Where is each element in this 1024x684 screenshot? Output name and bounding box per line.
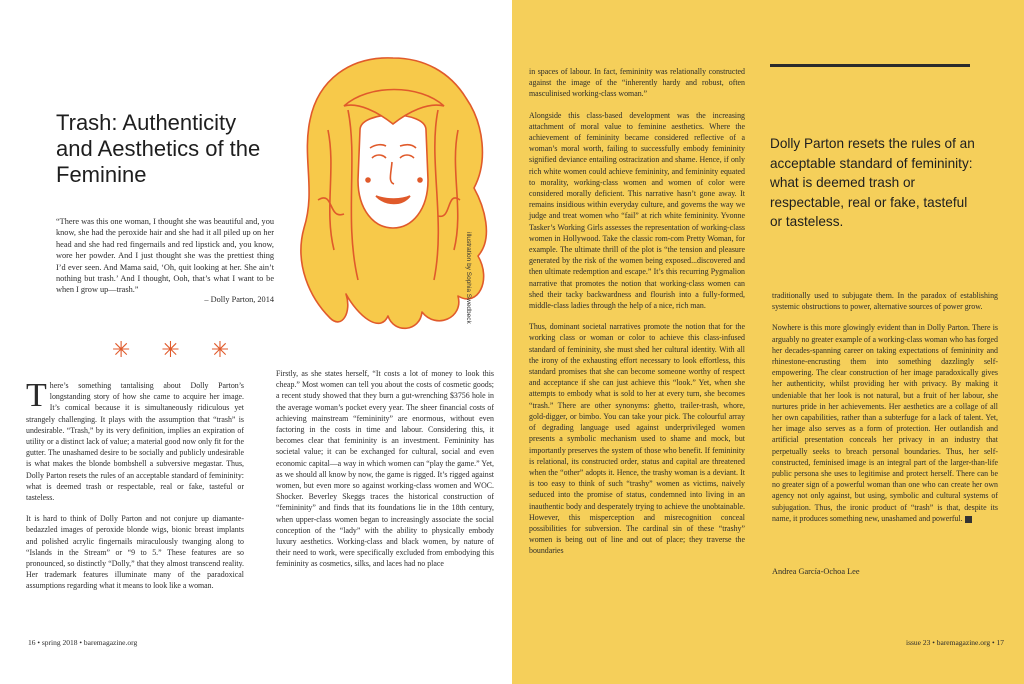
column-2 xyxy=(276,368,494,580)
final-paragraph xyxy=(772,322,998,524)
opening-paragraph xyxy=(26,377,244,503)
epigraph-quote: “There was this one woman, I thought she was beautiful and, you know, she had the peroxide hair and she had it all piled up on her head and she had red fingernails and red lipstick and, you know, wore her powder. And I just thought she was the prettiest thing I’d ever seen. And Mama said, ‘Oh, quit looking at her. She ain’t nothing but trash.’ And I thought, Ooh, that’s what I want to be when I grow up—trash.” xyxy=(56,217,274,295)
folio-left: 16 • spring 2018 • baremagazine.org xyxy=(28,638,138,647)
column-3 xyxy=(529,66,745,567)
paragraph: It is hard to think of Dolly Parton and not conjure up diamante-bedazzled images of peroxide blonde wigs, bionic breast implants and polished acrylic fingernails miraculously twanging along to “Islands in the Stream” or “9 to 5.” These features are so pronounced, so distinctly “Dolly,” that they almost transcend reality. Her trademark features illuminate many of the paradoxical assumptions regarding what it means to look like a woman. xyxy=(26,514,244,591)
paragraph: Firstly, as she states herself, “It costs a lot of money to look this cheap.” Most women can tell you about the costs of cosmetic goods; a recent study showed that they burn a gut-wrenching $3756 hole in the average woman’s pocket every year. The sheer financial costs of achieving mainstream “femininity” are enormous, without even factoring in the costs in time and labour. Considering this, it becomes clear that femininity is an investment. Femininity has societal value; it can be exchanged for cultural, social and even economic capital—a way in which women can “play the game.” Yet, as we should all know by now, the game is rigged. It’s rigged against women, but even more so against working-class women and WOC. Shocker. Beverley Skeggs traces the historical construction of “femininity” and finds that its foundations lie in the 18th century, when upper-class women began to increasingly associate the social conception of the “lady” with the ability to physically embody luxury aesthetics. Working-class and black women, by nature of their need to work, were specifically excluded from embodying this femininity as cosmetics, silks, and laces had no place xyxy=(276,369,494,569)
column-4 xyxy=(772,290,998,534)
paragraph-text: Nowhere is this more glowingly evident than in Dolly Parton. There is arguably no greater example of a working-class woman who has forged her decades-spanning career on taking expectations of femininity and rhinestone-encrusting them into something dazzlingly self-empowering. The clear construction of her image paradoxically gives her authenticity, whilst providing her with privacy. By making it undeniable that her look is not natural, but a fruit of her labour, she nurtures pride in her achievements. Her aesthetics are a collage of all her own capabilities, rather than a subterfuge for a lack of talent. Yet, her image also serves as a form of protection. Her outlandish and artificial presentation conceals her privacy in an industry that perpetually seeks to breach personal boundaries. Thus, her self-constructed, feminised image is an integral part of the larger-than-life public persona she uses to legitimise and protect herself. There can be no greater sign of a powerful woman than one who can create her own agency not only against, but using, symbolic and cultural systems of subjugation. Thus, the ironic product of “trash” is that, despite its name, it produces something new, unashamed and powerful. xyxy=(772,323,998,523)
article-title: Trash: Authenticity and Aesthetics of the Feminine xyxy=(56,110,261,187)
folio-right: issue 23 • baremagazine.org • 17 xyxy=(905,638,1004,647)
end-mark-icon xyxy=(965,516,972,523)
paragraph-text: here’s something tantalising about Dolly Parton’s longstanding story of how she came to acquire her image. It’s comical because it is simultaneously ridiculous yet strangely challenging. It plays with the assumption that “trash” is undesirable. “Trash,” by its very definition, implies an expiration of utility or a distinct lack of value; a material good now only fit for the gutter. The unashamed desire to be socially and publicly undesirable is what makes the blonde bombshell a subversive megastar. Thus, Dolly Parton resets the rules of an acceptable standard of femininity: what is deemed trash or respectable, real or fake, tasteful or tasteless. xyxy=(26,381,244,503)
illustration-credit: illustration by Sophia Swedbeck xyxy=(465,232,472,324)
paragraph: Thus, dominant societal narratives promote the notion that for the working class or woman or color to achieve this class-infused standard of femininity, she must shed her cultural identity. With all the irony of the exhausting effort necessary to look effortless, this standard promises that she can become someone worthy of respect and acceptance if she can just achieve this “look.” Yet, when she attempts to embody what is sold to her at every turn, she becomes “trash.” There are other synonyms: ghetto, trailer-trash, whore, gold-digger, or bimbo. You can take your pick. The colourful array of degrading language used against underprivileged women presents a symbolic mechanism used to shame and mock, but importantly preserves the system of those who benefit. If femininity is relational, its constructed order, status and capital are threatened when the “other” adopts it. Hence, the trashy woman is a deviant. It is too easy to think of such “trashy” women as victims, naively seduced into the promise of status, condemned into living in an inauthentic body and desperately trying to achieve the unobtainable. However, this misperception and misrecognition conceal possibilities for subversion. The cardinal sin of these “trashy” women is being out of line and out of place; they traverse the boundaries xyxy=(529,322,745,556)
paragraph: traditionally used to subjugate them. In the paradox of establishing systemic obstructions to power, alternative sources of power grow. xyxy=(772,291,998,312)
column-1 xyxy=(26,377,244,602)
author-byline: Andrea García-Ochoa Lee xyxy=(772,567,860,576)
asterisk-divider-icon: ✳ ✳ ✳ xyxy=(112,338,242,363)
paragraph: Alongside this class-based development was the increasing attachment of moral value to feminine aesthetics. Where the achievement of femininity became considered reflective of a woman’s moral worth, failing to successfully embody femininity signified deviance entailing ostracization and shame. Hence, if only rich white women could achieve femininity, and femininity equated to morality, working-class women and women of color were considered morally deficient. This narrative hasn’t gone away. It remains insidious within everyday culture, and governs the way we judge and treat women who “fail” at rich white femininity. Yvonne Tasker’s Working Girls assesses the representation of working-class women in Hollywood. Take the classic rom-com Pretty Woman, for example. The ultimate thrill of the plot is “the tension and pleasure generated by the risk of the women being exposed...discovered and then ultimate redemption and escape.” It’s this recurring Pygmalion narrative that promotes the notion that working-class women can shed their tacky backwardness and flourish into a fully-formed, middle-class ladies through the help of a nice, rich man. xyxy=(529,110,745,311)
drop-cap: T xyxy=(26,377,47,414)
paragraph: in spaces of labour. In fact, femininity was relationally constructed against the image of the “inherently hardy and robust, often masculinised working-class woman.” xyxy=(529,67,745,99)
epigraph-attribution: – Dolly Parton, 2014 xyxy=(204,295,274,304)
pullquote-rule xyxy=(770,64,970,67)
pullquote: Dolly Parton resets the rules of an acceptable standard of femininity: what is deemed trash or respectable, real or fake, tasteful or tasteless. xyxy=(770,136,975,230)
